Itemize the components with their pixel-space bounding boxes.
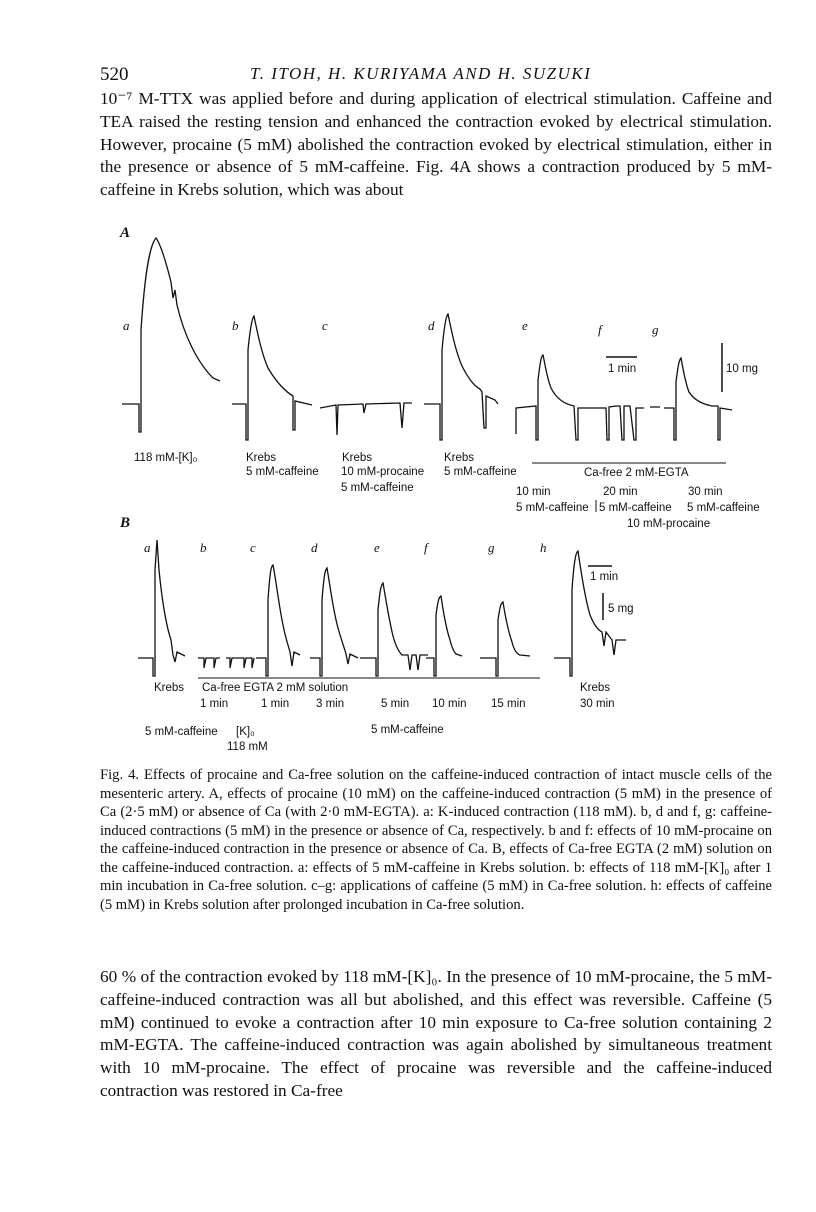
label-caffeine-e: 5 mM-caffeine	[516, 502, 589, 514]
label-time-10: 10 min	[516, 486, 551, 498]
trace-letter: e	[522, 318, 528, 333]
trace-letter: h	[540, 540, 547, 555]
label-time: 3 min	[316, 698, 345, 710]
trace-letter: g	[488, 540, 495, 555]
running-head-authors: T. ITOH, H. KURIYAMA AND H. SUZUKI	[250, 64, 592, 83]
scale-force-label: 5 mg	[608, 603, 634, 615]
trace-letter: f	[598, 322, 602, 337]
trace-letter: d	[428, 318, 435, 333]
label-d-solution: Krebs	[444, 452, 475, 464]
panel-b-label: B	[120, 515, 131, 531]
label-b-solution: Krebs	[246, 452, 277, 464]
trace-b-sequence	[138, 540, 626, 676]
trace-letter: a	[123, 318, 130, 333]
caption-text: Fig. 4. Effects of procaine and Ca-free solution on the caffeine-induced contraction of intact muscle cells of the mesenteric artery. A, effects of procaine (10 mM) on the caffeine-induced contraction (5 mM) in the presence of Ca (2·5 mM) or absence of Ca (with 2·0 mM-EGTA). a: K-induced contraction (118 mM). b, d and f, g: caffeine-induced contractions (5 mM) in the presence or absence of Ca, respectively. b and f: effects of 10 mM-procaine on the caffeine-induced contraction in the presence or absence of Ca. B, effects of Ca-free EGTA (2 mM) solution on the caffeine-induced contraction. a: effects of 5 mM-caffeine in Krebs solution. b: effects of 118 mM-[K]₀ after 1 min incubation in Ca-free solution. c–g: applications of caffeine (5 mM) in Ca-free solution. h: effects of caffeine (5 mM) in Krebs solution after prolonged incubation in Ca-free solution.	[100, 767, 772, 913]
scale-time-label: 1 min	[608, 363, 637, 375]
label-caffeine-a: 5 mM-caffeine	[145, 726, 218, 738]
body-paragraph-bottom	[100, 966, 772, 1103]
label-caffeine-rest: 5 mM-caffeine	[371, 724, 444, 736]
paragraph-text: 60 % of the contraction evoked by 118 mM-[K]₀. In the presence of 10 mM-procaine, the 5 mM-caffeine-induced contraction was all but abolished, and this effect was reversible. Caffeine (5 mM) continued to evoke a contraction after 10 min exposure to Ca-free solution containing 2 mM-EGTA. The caffeine-induced contraction was again abolished by simultaneous treatment with 10 mM-procaine. The effect of procaine was reversible and the caffeine-induced contraction was restored in Ca-free	[100, 967, 772, 1100]
trace-letter: a	[144, 540, 151, 555]
label-krebs-right-time: 30 min	[580, 698, 615, 710]
label-caffeine-g: 5 mM-caffeine	[687, 502, 760, 514]
label-ca-free: Ca-free 2 mM-EGTA	[584, 467, 689, 479]
trace-letter: e	[374, 540, 380, 555]
trace-c-procaine	[320, 403, 412, 435]
label-time: 10 min	[432, 698, 467, 710]
label-c-caffeine: 5 mM-caffeine	[341, 482, 414, 494]
trace-letter: b	[232, 318, 239, 333]
trace-d-caffeine	[424, 314, 498, 440]
trace-letter: b	[200, 540, 207, 555]
label-time: 15 min	[491, 698, 526, 710]
paragraph-text: 10⁻⁷ M-TTX was applied before and during application of electrical stimulation. Caffeine and TEA raised the resting tension and enhanced the contraction evoked by electrical stimulation. However, procaine (5 mM) abolished the contraction evoked by electrical stimulation, either in the presence or absence of 5 mM-caffeine. Fig. 4A shows a contraction produced by 5 mM-caffeine in Krebs solution, which was about	[100, 89, 772, 200]
label-time: 5 min	[381, 698, 410, 710]
label-caffeine-f: 5 mM-caffeine	[599, 502, 672, 514]
label-c-procaine: 10 mM-procaine	[341, 466, 425, 478]
label-ca-free: Ca-free EGTA 2 mM solution	[202, 682, 349, 694]
trace-letter: f	[424, 540, 428, 555]
label-krebs-left: Krebs	[154, 682, 185, 694]
panel-a-label: A	[120, 225, 131, 241]
trace-a-k-contraction	[122, 238, 220, 432]
label-a: 118 mM-[K]₀	[134, 452, 198, 464]
figure-caption	[100, 766, 772, 914]
trace-b-caffeine	[232, 316, 312, 440]
label-b-drug: 5 mM-caffeine	[246, 466, 319, 478]
label-c-solution: Krebs	[342, 452, 373, 464]
label-k-value: 118 mM	[227, 741, 268, 753]
scale-force-label: 10 mg	[726, 363, 758, 375]
label-time: 1 min	[261, 698, 290, 710]
trace-letter: d	[311, 540, 318, 555]
page-number: 520	[100, 64, 129, 85]
label-krebs-right: Krebs	[580, 682, 611, 694]
trace-letter: c	[322, 318, 328, 333]
trace-letter: g	[652, 322, 659, 337]
scale-time-label: 1 min	[590, 571, 619, 583]
label-time-30: 30 min	[688, 486, 723, 498]
label-d-drug: 5 mM-caffeine	[444, 466, 517, 478]
label-procaine-f: 10 mM-procaine	[627, 518, 711, 530]
label-time: 1 min	[200, 698, 229, 710]
trace-letter: c	[250, 540, 256, 555]
label-time-20: 20 min	[603, 486, 638, 498]
label-k: [K]₀	[236, 726, 255, 738]
